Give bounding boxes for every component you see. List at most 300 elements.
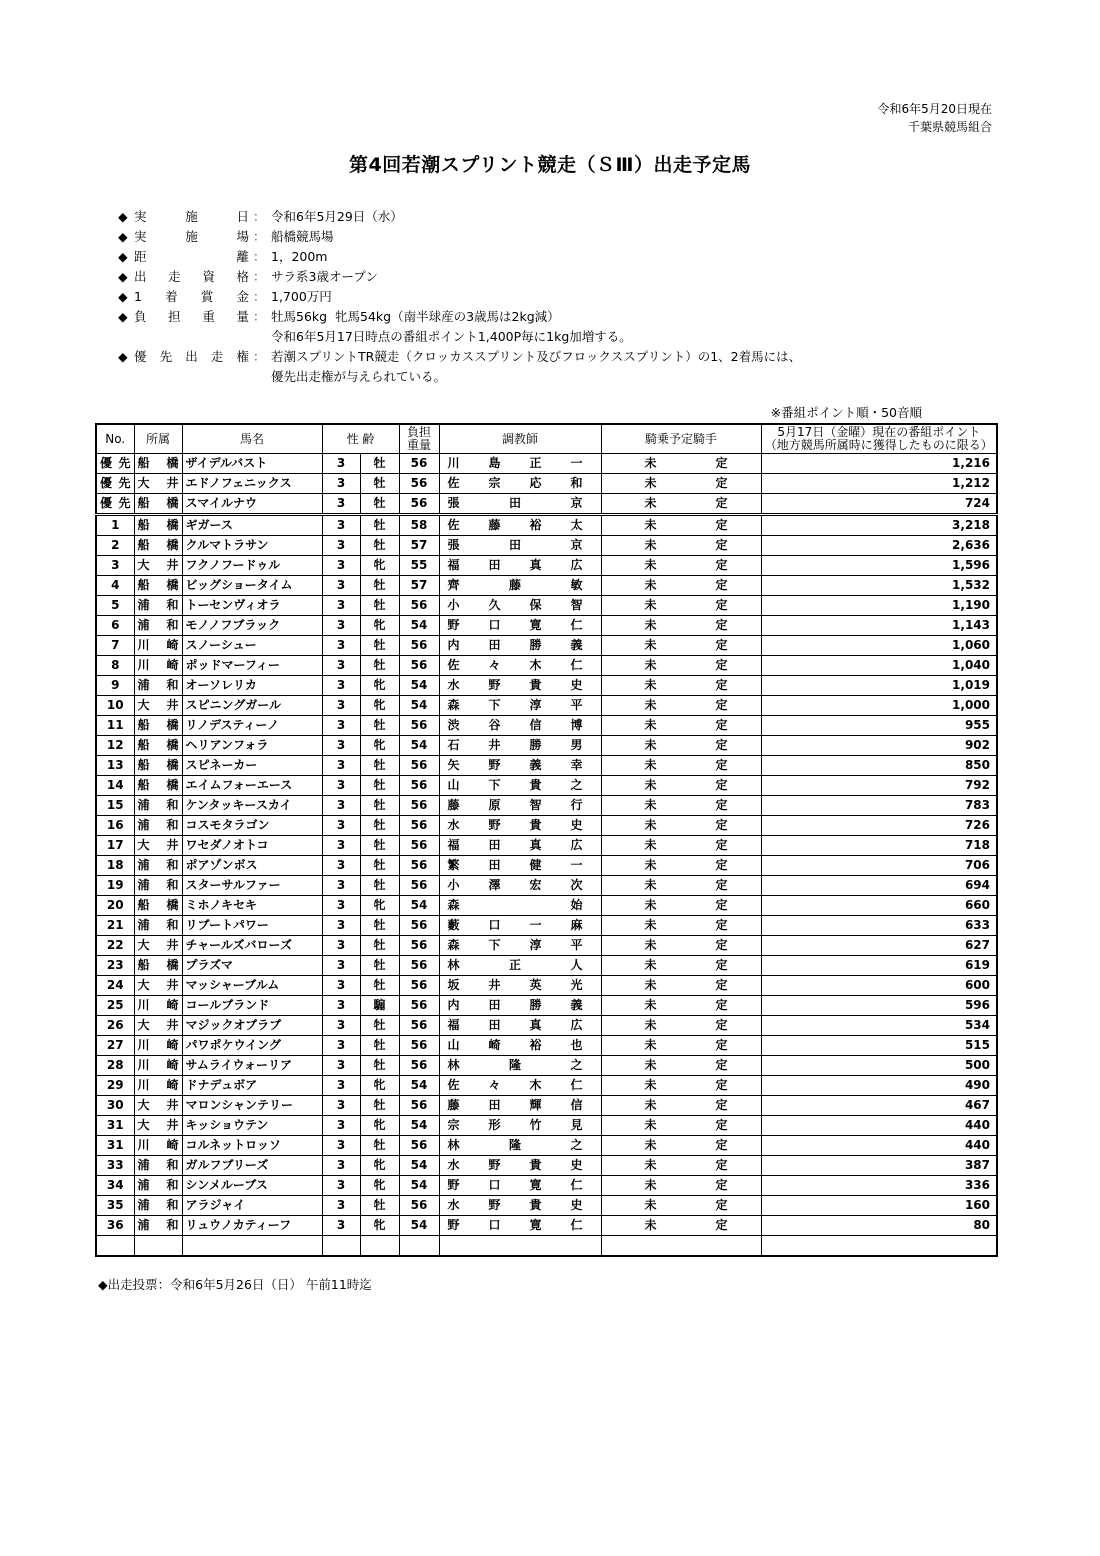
table-row — [96, 1176, 997, 1196]
table-row — [96, 756, 997, 776]
cell-affiliation: 大 井 — [134, 696, 182, 716]
header-sex-age: 性 齢 — [322, 424, 399, 454]
cell-sex: 牝 — [360, 696, 399, 716]
diamond-bullet-icon: ◆ — [118, 309, 128, 324]
info-row — [118, 347, 801, 367]
cell-jockey: 未 定 — [601, 1056, 761, 1076]
cell-weight: 56 — [399, 956, 439, 976]
cell-sex: 牡 — [360, 596, 399, 616]
cell-sex: 牡 — [360, 976, 399, 996]
cell-age: 3 — [322, 936, 360, 956]
cell-sex: 牝 — [360, 1076, 399, 1096]
cell-trainer: 林隆之 — [439, 1056, 601, 1076]
cell-sex: 牡 — [360, 636, 399, 656]
cell-weight: 56 — [399, 836, 439, 856]
race-info-list — [118, 207, 801, 387]
cell-jockey: 未 定 — [601, 1096, 761, 1116]
cell-jockey: 未 定 — [601, 616, 761, 636]
cell-affiliation: 船 橋 — [134, 454, 182, 474]
cell-sex: 騸 — [360, 996, 399, 1016]
cell-weight: 56 — [399, 474, 439, 494]
cell-weight: 56 — [399, 996, 439, 1016]
cell-trainer: 森下淳平 — [439, 936, 601, 956]
cell-no: 27 — [96, 1036, 134, 1056]
cell-horse-name: リュウノカティーフ — [182, 1216, 322, 1236]
cell-no: 20 — [96, 896, 134, 916]
cell-trainer: 佐々木仁 — [439, 1076, 601, 1096]
cell-age: 3 — [322, 1016, 360, 1036]
table-row — [96, 1096, 997, 1116]
cell-no: 25 — [96, 996, 134, 1016]
cell-no: 5 — [96, 596, 134, 616]
cell-jockey: 未 定 — [601, 916, 761, 936]
cell-sex: 牡 — [360, 656, 399, 676]
header-affiliation: 所属 — [134, 424, 182, 454]
cell-points: 1,000 — [761, 696, 997, 716]
cell-empty — [399, 1236, 439, 1257]
cell-jockey: 未 定 — [601, 876, 761, 896]
cell-no: 33 — [96, 1156, 134, 1176]
cell-weight: 58 — [399, 515, 439, 536]
colon: ： — [253, 349, 266, 364]
info-label-text: 1着賞金 — [134, 289, 249, 304]
cell-no: 17 — [96, 836, 134, 856]
info-row — [118, 207, 801, 227]
cell-jockey: 未 定 — [601, 536, 761, 556]
colon — [253, 367, 271, 387]
cell-horse-name: チャールズバローズ — [182, 936, 322, 956]
cell-affiliation: 船 橋 — [134, 494, 182, 515]
cell-horse-name: エイムフォーエース — [182, 776, 322, 796]
entries-table — [95, 423, 998, 1257]
cell-horse-name: シンメルーブス — [182, 1176, 322, 1196]
diamond-bullet-icon: ◆ — [118, 349, 128, 364]
cell-age: 3 — [322, 1156, 360, 1176]
cell-affiliation: 大 井 — [134, 1016, 182, 1036]
table-row — [96, 454, 997, 474]
cell-sex: 牡 — [360, 716, 399, 736]
info-label-text: 実施日 — [134, 209, 249, 224]
cell-trainer: 藤原智行 — [439, 796, 601, 816]
cell-trainer: 福田真広 — [439, 836, 601, 856]
table-row — [96, 776, 997, 796]
cell-affiliation: 浦 和 — [134, 796, 182, 816]
cell-weight: 56 — [399, 1036, 439, 1056]
info-row — [118, 227, 801, 247]
table-row — [96, 474, 997, 494]
cell-horse-name: ポアゾンボス — [182, 856, 322, 876]
cell-no: 36 — [96, 1216, 134, 1236]
cell-affiliation: 浦 和 — [134, 916, 182, 936]
table-row — [96, 515, 997, 536]
cell-horse-name: サムライウォーリア — [182, 1056, 322, 1076]
cell-affiliation: 川 崎 — [134, 656, 182, 676]
sort-note: ※番組ポイント順・50音順 — [770, 405, 922, 420]
cell-weight: 56 — [399, 1196, 439, 1216]
cell-sex: 牝 — [360, 1216, 399, 1236]
cell-jockey: 未 定 — [601, 454, 761, 474]
cell-weight: 56 — [399, 656, 439, 676]
cell-jockey: 未 定 — [601, 1216, 761, 1236]
cell-empty — [601, 1236, 761, 1257]
cell-sex: 牡 — [360, 956, 399, 976]
cell-jockey: 未 定 — [601, 816, 761, 836]
cell-points: 440 — [761, 1116, 997, 1136]
cell-sex: 牡 — [360, 1036, 399, 1056]
info-value: 船橋競馬場 — [271, 229, 334, 244]
cell-points: 596 — [761, 996, 997, 1016]
cell-no: 7 — [96, 636, 134, 656]
cell-weight: 56 — [399, 636, 439, 656]
info-row — [118, 327, 801, 347]
cell-horse-name: ポッドマーフィー — [182, 656, 322, 676]
cell-weight: 56 — [399, 816, 439, 836]
cell-jockey: 未 定 — [601, 494, 761, 515]
cell-no: 優 先 — [96, 454, 134, 474]
cell-no: 10 — [96, 696, 134, 716]
cell-trainer: 藪口一麻 — [439, 916, 601, 936]
cell-jockey: 未 定 — [601, 576, 761, 596]
cell-affiliation: 川 崎 — [134, 1036, 182, 1056]
table-row-empty — [96, 1236, 997, 1257]
cell-age: 3 — [322, 1176, 360, 1196]
cell-no: 19 — [96, 876, 134, 896]
cell-no: 3 — [96, 556, 134, 576]
cell-points: 440 — [761, 1136, 997, 1156]
cell-jockey: 未 定 — [601, 474, 761, 494]
cell-jockey: 未 定 — [601, 956, 761, 976]
info-row — [118, 287, 801, 307]
cell-points: 1,019 — [761, 676, 997, 696]
cell-weight: 56 — [399, 716, 439, 736]
cell-horse-name: コルネットロッソ — [182, 1136, 322, 1156]
cell-jockey: 未 定 — [601, 716, 761, 736]
info-label-text: 距離 — [134, 249, 249, 264]
cell-affiliation: 浦 和 — [134, 1156, 182, 1176]
cell-sex: 牝 — [360, 736, 399, 756]
cell-affiliation: 川 崎 — [134, 996, 182, 1016]
cell-sex: 牡 — [360, 1136, 399, 1156]
cell-age: 3 — [322, 856, 360, 876]
header-points-line1: 5月17日（金曜）現在の番組ポイント — [777, 425, 981, 439]
info-label-text: 実施場 — [134, 229, 249, 244]
info-row — [118, 247, 801, 267]
header-points — [761, 424, 997, 454]
cell-empty — [96, 1236, 134, 1257]
info-row — [118, 267, 801, 287]
table-row — [96, 536, 997, 556]
cell-jockey: 未 定 — [601, 1036, 761, 1056]
colon: ： — [253, 269, 266, 284]
cell-trainer: 水野貴史 — [439, 1196, 601, 1216]
cell-affiliation: 船 橋 — [134, 896, 182, 916]
cell-horse-name: ドナデュボア — [182, 1076, 322, 1096]
cell-points: 467 — [761, 1096, 997, 1116]
cell-horse-name: コスモタラゴン — [182, 816, 322, 836]
colon: ： — [253, 309, 266, 324]
colon — [253, 327, 271, 347]
cell-sex: 牡 — [360, 1016, 399, 1036]
cell-points: 3,218 — [761, 515, 997, 536]
cell-affiliation: 大 井 — [134, 556, 182, 576]
cell-age: 3 — [322, 1116, 360, 1136]
cell-affiliation: 川 崎 — [134, 1136, 182, 1156]
cell-horse-name: スマイルナウ — [182, 494, 322, 515]
cell-trainer: 石井勝男 — [439, 736, 601, 756]
cell-horse-name: アラジャイ — [182, 1196, 322, 1216]
cell-points: 1,143 — [761, 616, 997, 636]
cell-horse-name: スノーシュー — [182, 636, 322, 656]
cell-age: 3 — [322, 956, 360, 976]
table-row — [96, 796, 997, 816]
cell-weight: 56 — [399, 756, 439, 776]
cell-weight: 54 — [399, 696, 439, 716]
cell-jockey: 未 定 — [601, 556, 761, 576]
cell-points: 2,636 — [761, 536, 997, 556]
table-row — [96, 936, 997, 956]
cell-age: 3 — [322, 676, 360, 696]
cell-horse-name: ザイデルバスト — [182, 454, 322, 474]
cell-points: 80 — [761, 1216, 997, 1236]
table-row — [96, 876, 997, 896]
cell-points: 955 — [761, 716, 997, 736]
cell-age: 3 — [322, 836, 360, 856]
cell-jockey: 未 定 — [601, 856, 761, 876]
cell-empty — [322, 1236, 360, 1257]
header-weight — [399, 424, 439, 454]
cell-sex: 牝 — [360, 896, 399, 916]
cell-trainer: 内田勝義 — [439, 996, 601, 1016]
cell-horse-name: エドノフェニックス — [182, 474, 322, 494]
cell-trainer: 齊藤敏 — [439, 576, 601, 596]
cell-points: 619 — [761, 956, 997, 976]
cell-trainer: 水野貴史 — [439, 1156, 601, 1176]
cell-age: 3 — [322, 1076, 360, 1096]
cell-weight: 56 — [399, 976, 439, 996]
cell-sex: 牡 — [360, 756, 399, 776]
cell-age: 3 — [322, 515, 360, 536]
cell-no: 18 — [96, 856, 134, 876]
cell-sex: 牡 — [360, 1096, 399, 1116]
info-value: 令和6年5月17日時点の番組ポイント1,400P毎に1kg加増する。 — [271, 329, 632, 344]
cell-points: 726 — [761, 816, 997, 836]
cell-trainer: 佐宗応和 — [439, 474, 601, 494]
cell-horse-name: パワポケウイング — [182, 1036, 322, 1056]
cell-horse-name: ミホノキセキ — [182, 896, 322, 916]
diamond-bullet-icon: ◆ — [118, 209, 128, 224]
cell-sex: 牡 — [360, 454, 399, 474]
info-value: 牡馬56kg 牝馬54kg（南半球産の3歳馬は2kg減） — [271, 309, 560, 324]
cell-jockey: 未 定 — [601, 1196, 761, 1216]
cell-sex: 牝 — [360, 556, 399, 576]
cell-trainer: 張田京 — [439, 494, 601, 515]
table-row — [96, 1196, 997, 1216]
cell-points: 783 — [761, 796, 997, 816]
entry-deadline-note: ◆出走投票：令和6年5月26日（日） 午前11時迄 — [98, 1277, 372, 1292]
cell-jockey: 未 定 — [601, 656, 761, 676]
cell-trainer: 内田勝義 — [439, 636, 601, 656]
cell-trainer: 繁田健一 — [439, 856, 601, 876]
cell-sex: 牡 — [360, 1196, 399, 1216]
document-meta — [877, 100, 992, 136]
cell-affiliation: 浦 和 — [134, 596, 182, 616]
cell-empty — [360, 1236, 399, 1257]
cell-age: 3 — [322, 1096, 360, 1116]
cell-horse-name: キッショウテン — [182, 1116, 322, 1136]
cell-age: 3 — [322, 1036, 360, 1056]
cell-trainer: 福田真広 — [439, 556, 601, 576]
cell-age: 3 — [322, 636, 360, 656]
cell-points: 718 — [761, 836, 997, 856]
cell-age: 3 — [322, 474, 360, 494]
cell-no: 12 — [96, 736, 134, 756]
cell-sex: 牝 — [360, 616, 399, 636]
cell-trainer: 小澤宏次 — [439, 876, 601, 896]
cell-affiliation: 浦 和 — [134, 616, 182, 636]
header-no: No. — [96, 424, 134, 454]
cell-jockey: 未 定 — [601, 1076, 761, 1096]
table-row — [96, 976, 997, 996]
cell-horse-name: ワセダノオトコ — [182, 836, 322, 856]
cell-jockey: 未 定 — [601, 796, 761, 816]
cell-empty — [134, 1236, 182, 1257]
header-trainer: 調教師 — [439, 424, 601, 454]
cell-age: 3 — [322, 696, 360, 716]
cell-points: 1,216 — [761, 454, 997, 474]
cell-trainer: 張田京 — [439, 536, 601, 556]
organizer: 千葉県競馬組合 — [907, 120, 992, 134]
cell-age: 3 — [322, 1056, 360, 1076]
cell-points: 1,060 — [761, 636, 997, 656]
cell-age: 3 — [322, 576, 360, 596]
cell-age: 3 — [322, 556, 360, 576]
as-of-date: 令和6年5月20日現在 — [877, 102, 992, 116]
info-label — [118, 267, 253, 287]
cell-weight: 54 — [399, 1216, 439, 1236]
cell-horse-name: ガルフブリーズ — [182, 1156, 322, 1176]
cell-weight: 56 — [399, 776, 439, 796]
cell-trainer: 水野貴史 — [439, 676, 601, 696]
cell-affiliation: 船 橋 — [134, 956, 182, 976]
cell-no: 30 — [96, 1096, 134, 1116]
cell-weight: 54 — [399, 896, 439, 916]
table-row — [96, 1136, 997, 1156]
cell-age: 3 — [322, 876, 360, 896]
cell-trainer: 坂井英光 — [439, 976, 601, 996]
cell-age: 3 — [322, 1216, 360, 1236]
table-row — [96, 816, 997, 836]
cell-empty — [182, 1236, 322, 1257]
cell-weight: 54 — [399, 676, 439, 696]
cell-horse-name: リノデスティーノ — [182, 716, 322, 736]
cell-jockey: 未 定 — [601, 836, 761, 856]
cell-no: 34 — [96, 1176, 134, 1196]
cell-no: 11 — [96, 716, 134, 736]
table-row — [96, 856, 997, 876]
info-value: サラ系3歳オープン — [271, 269, 378, 284]
cell-horse-name: マジックオブラブ — [182, 1016, 322, 1036]
info-value: 1,700万円 — [271, 289, 332, 304]
cell-affiliation: 浦 和 — [134, 676, 182, 696]
diamond-bullet-icon: ◆ — [118, 249, 128, 264]
info-value: 若潮スプリントTR競走（クロッカススプリント及びフロックススプリント）の1、2着馬には、 — [271, 349, 802, 364]
cell-weight: 56 — [399, 876, 439, 896]
header-horse: 馬名 — [182, 424, 322, 454]
cell-points: 160 — [761, 1196, 997, 1216]
cell-age: 3 — [322, 1136, 360, 1156]
info-label — [118, 247, 253, 267]
cell-weight: 56 — [399, 596, 439, 616]
info-label — [118, 327, 253, 347]
cell-points: 694 — [761, 876, 997, 896]
table-row — [96, 696, 997, 716]
cell-affiliation: 浦 和 — [134, 1176, 182, 1196]
cell-affiliation: 川 崎 — [134, 1076, 182, 1096]
cell-trainer: 野口寛仁 — [439, 1176, 601, 1196]
cell-sex: 牡 — [360, 856, 399, 876]
info-label — [118, 207, 253, 227]
info-label-text: 出走資格 — [134, 269, 249, 284]
cell-sex: 牡 — [360, 916, 399, 936]
cell-trainer: 宗形竹見 — [439, 1116, 601, 1136]
cell-no: 9 — [96, 676, 134, 696]
cell-weight: 54 — [399, 736, 439, 756]
cell-sex: 牝 — [360, 1156, 399, 1176]
cell-sex: 牡 — [360, 776, 399, 796]
cell-horse-name: スターサルファー — [182, 876, 322, 896]
cell-jockey: 未 定 — [601, 1156, 761, 1176]
table-row — [96, 676, 997, 696]
cell-weight: 56 — [399, 1016, 439, 1036]
cell-sex: 牡 — [360, 474, 399, 494]
cell-affiliation: 船 橋 — [134, 536, 182, 556]
table-row — [96, 616, 997, 636]
cell-affiliation: 船 橋 — [134, 776, 182, 796]
cell-sex: 牡 — [360, 796, 399, 816]
cell-points: 724 — [761, 494, 997, 515]
cell-horse-name: トーセンヴィオラ — [182, 596, 322, 616]
info-label — [118, 307, 253, 327]
cell-no: 2 — [96, 536, 134, 556]
cell-points: 600 — [761, 976, 997, 996]
info-label — [118, 227, 253, 247]
cell-no: 24 — [96, 976, 134, 996]
cell-horse-name: スピネーカー — [182, 756, 322, 776]
cell-no: 8 — [96, 656, 134, 676]
cell-affiliation: 浦 和 — [134, 1216, 182, 1236]
cell-trainer: 佐藤裕太 — [439, 515, 601, 536]
cell-age: 3 — [322, 976, 360, 996]
cell-points: 660 — [761, 896, 997, 916]
cell-affiliation: 大 井 — [134, 474, 182, 494]
table-row — [96, 1076, 997, 1096]
cell-jockey: 未 定 — [601, 756, 761, 776]
cell-age: 3 — [322, 896, 360, 916]
cell-weight: 57 — [399, 536, 439, 556]
cell-weight: 54 — [399, 1076, 439, 1096]
cell-weight: 56 — [399, 856, 439, 876]
cell-weight: 57 — [399, 576, 439, 596]
cell-weight: 55 — [399, 556, 439, 576]
cell-age: 3 — [322, 1196, 360, 1216]
cell-no: 21 — [96, 916, 134, 936]
diamond-bullet-icon: ◆ — [118, 229, 128, 244]
info-label-text: 優先出走権 — [134, 349, 249, 364]
cell-affiliation: 川 崎 — [134, 1056, 182, 1076]
cell-weight: 56 — [399, 1056, 439, 1076]
header-jockey: 騎乗予定騎手 — [601, 424, 761, 454]
table-row — [96, 996, 997, 1016]
